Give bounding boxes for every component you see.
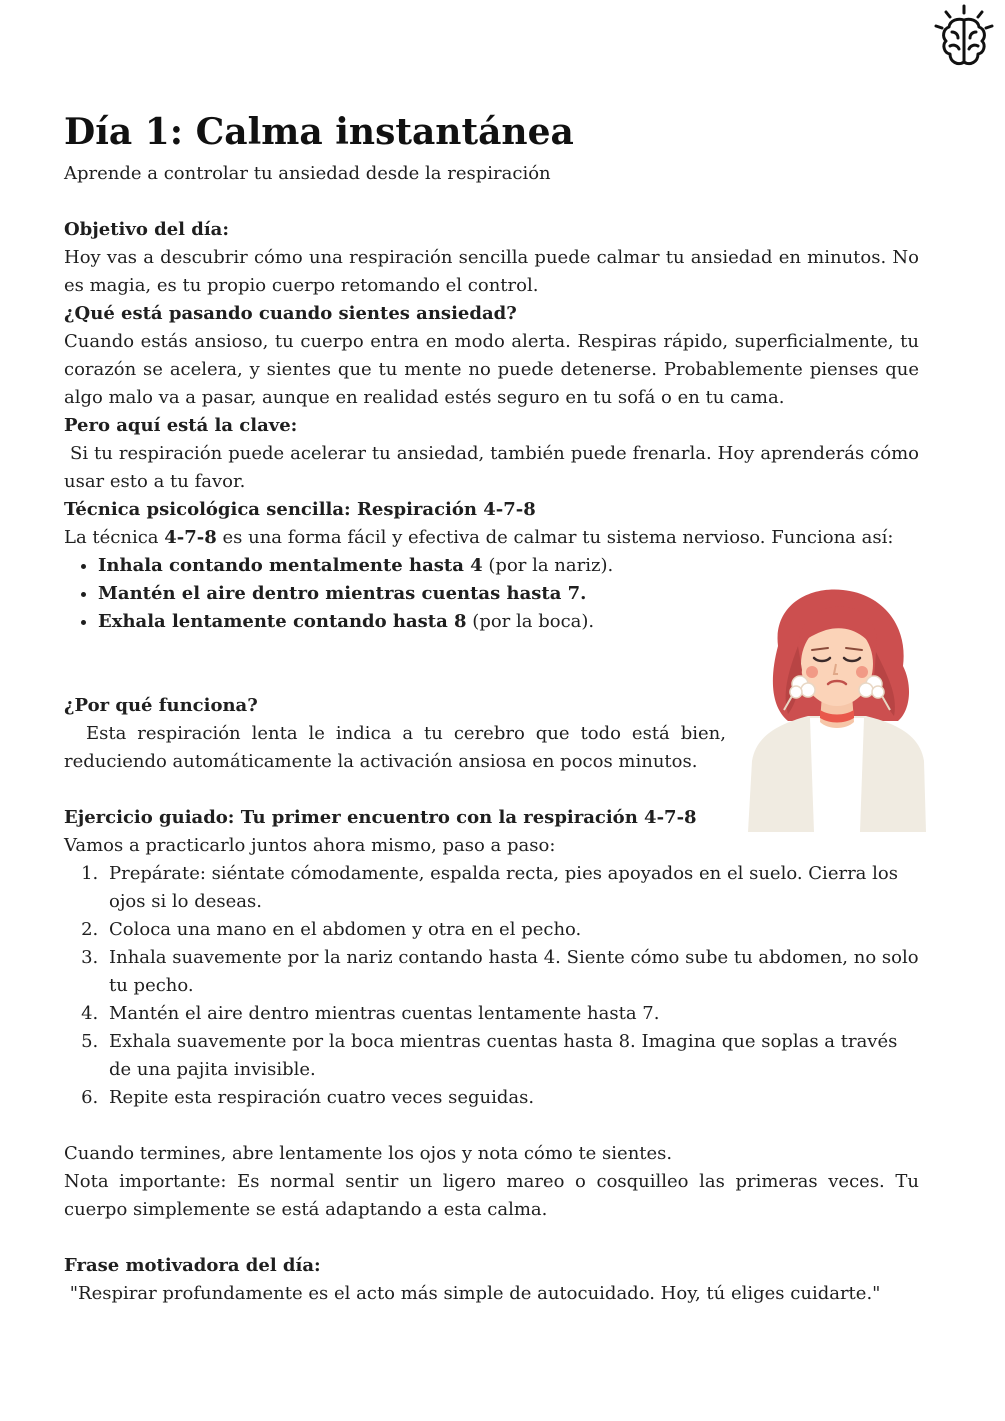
bullet-bold: Inhala contando mentalmente hasta 4	[98, 555, 483, 576]
list-item: 5. Exhala suavemente por la boca mientras cuentas hasta 8. Imagina que soplas a través de una pajita invisible.	[104, 1028, 919, 1084]
list-item	[98, 552, 919, 580]
bullet-bold: Exhala lentamente contando hasta 8	[98, 611, 467, 632]
list-item: 1. Prepárate: siéntate cómodamente, espalda recta, pies apoyados en el suelo. Cierra los ojos si lo deseas.	[104, 860, 919, 916]
objetivo-text: Hoy vas a descubrir cómo una respiración sencilla puede calmar tu ansiedad en minutos. No es magia, es tu propio cuerpo retomando el control.	[64, 247, 919, 296]
ejercicio-steps	[64, 860, 919, 1112]
clave-text: Si tu respiración puede acelerar tu ansiedad, también puede frenarla. Hoy aprenderás cómo usar esto a tu favor.	[64, 443, 925, 492]
bullet-bold: Mantén el aire dentro mientras cuentas hasta 7.	[98, 583, 587, 604]
por-que-text: Esta respiración lenta le indica a tu cerebro que todo está bien, reduciendo automáticamente la activación ansiosa en pocos minutos.	[64, 723, 732, 772]
page-subtitle: Aprende a controlar tu ansiedad desde la respiración	[64, 163, 551, 184]
por-que-heading: ¿Por qué funciona?	[64, 695, 258, 716]
objetivo-heading: Objetivo del día:	[64, 219, 229, 240]
tecnica-intro-bold: 4-7-8	[164, 527, 217, 548]
ejercicio-heading: Ejercicio guiado: Tu primer encuentro con la respiración 4-7-8	[64, 807, 697, 828]
tecnica-heading: Técnica psicológica sencilla: Respiración 4-7-8	[64, 499, 536, 520]
frase-heading: Frase motivadora del día:	[64, 1255, 321, 1276]
que-pasa-heading: ¿Qué está pasando cuando sientes ansiedad?	[64, 303, 517, 324]
list-item: 4. Mantén el aire dentro mientras cuentas lentamente hasta 7.	[104, 1000, 919, 1028]
cierre-line2: Nota importante: Es normal sentir un ligero mareo o cosquilleo las primeras veces. Tu cuerpo simplemente se está adaptando a esta calma.	[64, 1171, 919, 1220]
tecnica-intro	[64, 524, 919, 552]
ejercicio-intro: Vamos a practicarlo juntos ahora mismo, paso a paso:	[64, 835, 556, 856]
cierre-line1: Cuando termines, abre lentamente los ojos y nota cómo te sientes.	[64, 1143, 673, 1164]
tecnica-intro-before: La técnica	[64, 527, 165, 548]
que-pasa-text: Cuando estás ansioso, tu cuerpo entra en modo alerta. Respiras rápido, superficialmente, tu corazón se acelera, y sientes que tu mente no puede detenerse. Probablemente pienses que algo malo va a pasar, aunque en realidad estés seguro en tu sofá o en tu cama.	[64, 331, 919, 408]
frase-text: "Respirar profundamente es el acto más simple de autocuidado. Hoy, tú eliges cuidarte."	[64, 1283, 881, 1304]
list-item: 3. Inhala suavemente por la nariz contando hasta 4. Siente cómo sube tu abdomen, no solo tu pecho.	[104, 944, 919, 1000]
clave-heading: Pero aquí está la clave:	[64, 415, 298, 436]
breathing-woman-illustration	[748, 586, 926, 832]
brain-icon	[930, 2, 998, 74]
page-title: Día 1: Calma instantánea	[64, 111, 574, 153]
bullet-rest: (por la boca).	[466, 611, 595, 632]
list-item: 2. Coloca una mano en el abdomen y otra en el pecho.	[104, 916, 919, 944]
tecnica-intro-after: es una forma fácil y efectiva de calmar tu sistema nervioso. Funciona así:	[216, 527, 894, 548]
bullet-rest: (por la nariz).	[482, 555, 614, 576]
list-item: 6. Repite esta respiración cuatro veces seguidas.	[104, 1084, 919, 1112]
